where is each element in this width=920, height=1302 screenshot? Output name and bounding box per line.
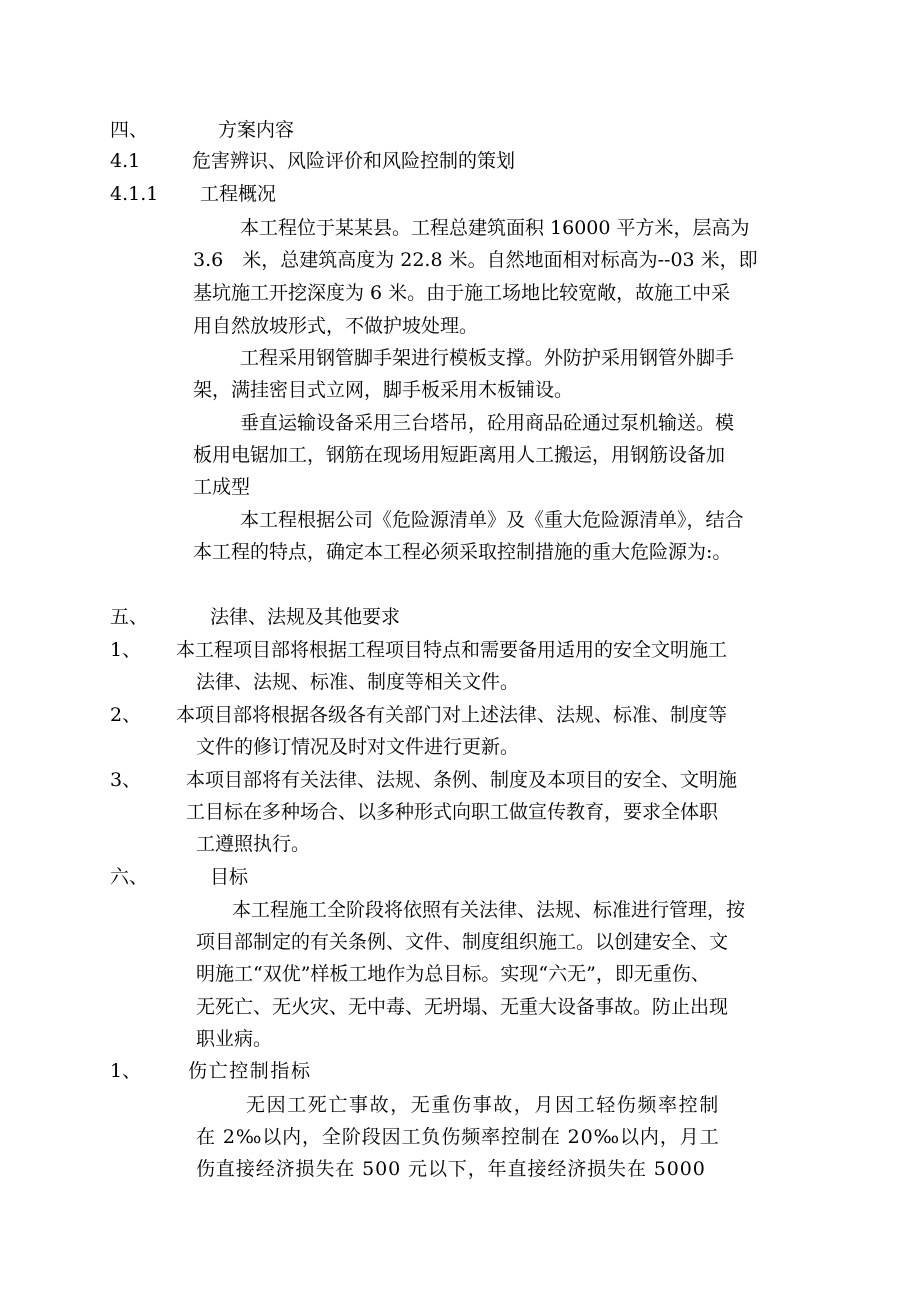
section-4-1-1-number: 4.1.1 bbox=[110, 183, 159, 205]
section-5-item-1-line: 本工程项目部将根据工程项目特点和需要备用适用的安全文明施工 bbox=[176, 639, 728, 661]
section-5-item-2-line: 文件的修订情况及时对文件进行更新。 bbox=[196, 736, 520, 758]
section-5-item-1-line: 法律、法规、标准、制度等相关文件。 bbox=[196, 671, 520, 693]
section-5-item-3-number: 3、 bbox=[110, 769, 142, 791]
section-5-title: 法律、法规及其他要求 bbox=[210, 606, 401, 628]
goal-paragraph-line: 本工程施工全阶段将依照有关法律、法规、标准进行管理，按 bbox=[232, 899, 746, 921]
transport-paragraph-line: 板用电锯加工，钢筋在现场用短距离用人工搬运，用钢筋设备加 bbox=[193, 444, 726, 466]
section-4-number: 四、 bbox=[110, 119, 149, 141]
section-5-item-3-line: 工目标在多种场合、以多种形式向职工做宣传教育，要求全体职 bbox=[186, 801, 719, 823]
transport-paragraph-line: 工成型 bbox=[193, 476, 251, 498]
casualty-indicator-line: 在 2‰以内，全阶段因工负伤频率控制在 20‰以内，月工 bbox=[196, 1126, 720, 1148]
goal-paragraph-line: 明施工“双优”样板工地作为总目标。实现“六无”，即无重伤、 bbox=[196, 963, 710, 985]
goal-paragraph-line: 项目部制定的有关条例、文件、制度组织施工。以创建安全、文 bbox=[196, 931, 729, 953]
section-4-1-1-title: 工程概况 bbox=[200, 183, 277, 205]
section-6-item-1-title: 伤亡控制指标 bbox=[188, 1060, 312, 1082]
section-6-item-1-number: 1、 bbox=[110, 1060, 142, 1082]
overview-paragraph-line: 基坑施工开挖深度为 6 米。由于施工场地比较宽敞，故施工中采 bbox=[193, 282, 731, 304]
overview-paragraph-line: 用自然放坡形式，不做护坡处理。 bbox=[193, 315, 479, 337]
casualty-indicator-line: 伤直接经济损失在 500 元以下，年直接经济损失在 5000 bbox=[196, 1158, 706, 1180]
section-4-title: 方案内容 bbox=[218, 119, 295, 141]
section-5-item-3-line: 工遵照执行。 bbox=[196, 833, 311, 855]
section-6-number: 六、 bbox=[110, 866, 149, 888]
section-5-number: 五、 bbox=[110, 606, 149, 628]
scaffold-paragraph-line: 工程采用钢管脚手架进行模板支撑。外防护采用钢管外脚手 bbox=[240, 347, 735, 369]
overview-paragraph-line: 3.6 米，总建筑高度为 22.8 米。自然地面相对标高为--03 米，即 bbox=[193, 249, 758, 271]
section-4-1-title: 危害辨识、风险评价和风险控制的策划 bbox=[192, 150, 516, 172]
hazard-paragraph-line: 本工程的特点，确定本工程必须采取控制措施的重大危险源为:。 bbox=[193, 541, 732, 563]
section-5-item-3-line: 本项目部将有关法律、法规、条例、制度及本项目的安全、文明施 bbox=[186, 769, 738, 791]
scaffold-paragraph-line: 架，满挂密目式立网，脚手板采用木板铺设。 bbox=[193, 379, 574, 401]
section-5-item-2-number: 2、 bbox=[110, 704, 142, 726]
transport-paragraph-line: 垂直运输设备采用三台塔吊，砼用商品砼通过泵机输送。模 bbox=[240, 412, 735, 434]
hazard-paragraph-line: 本工程根据公司《危险源清单》及《重大危险源清单》，结合 bbox=[240, 509, 744, 531]
goal-paragraph-line: 无死亡、无火灾、无中毒、无坍塌、无重大设备事故。防止出现 bbox=[196, 996, 729, 1018]
goal-paragraph-line: 职业病。 bbox=[196, 1028, 273, 1050]
overview-paragraph-line: 本工程位于某某县。工程总建筑面积 16000 平方米，层高为 bbox=[240, 217, 750, 239]
section-4-1-number: 4.1 bbox=[110, 150, 141, 172]
casualty-indicator-line: 无因工死亡事故，无重伤事故，月因工轻伤频率控制 bbox=[246, 1094, 720, 1116]
section-5-item-2-line: 本项目部将根据各级各有关部门对上述法律、法规、标准、制度等 bbox=[176, 704, 728, 726]
section-5-item-1-number: 1、 bbox=[110, 639, 142, 661]
section-6-title: 目标 bbox=[210, 866, 249, 888]
